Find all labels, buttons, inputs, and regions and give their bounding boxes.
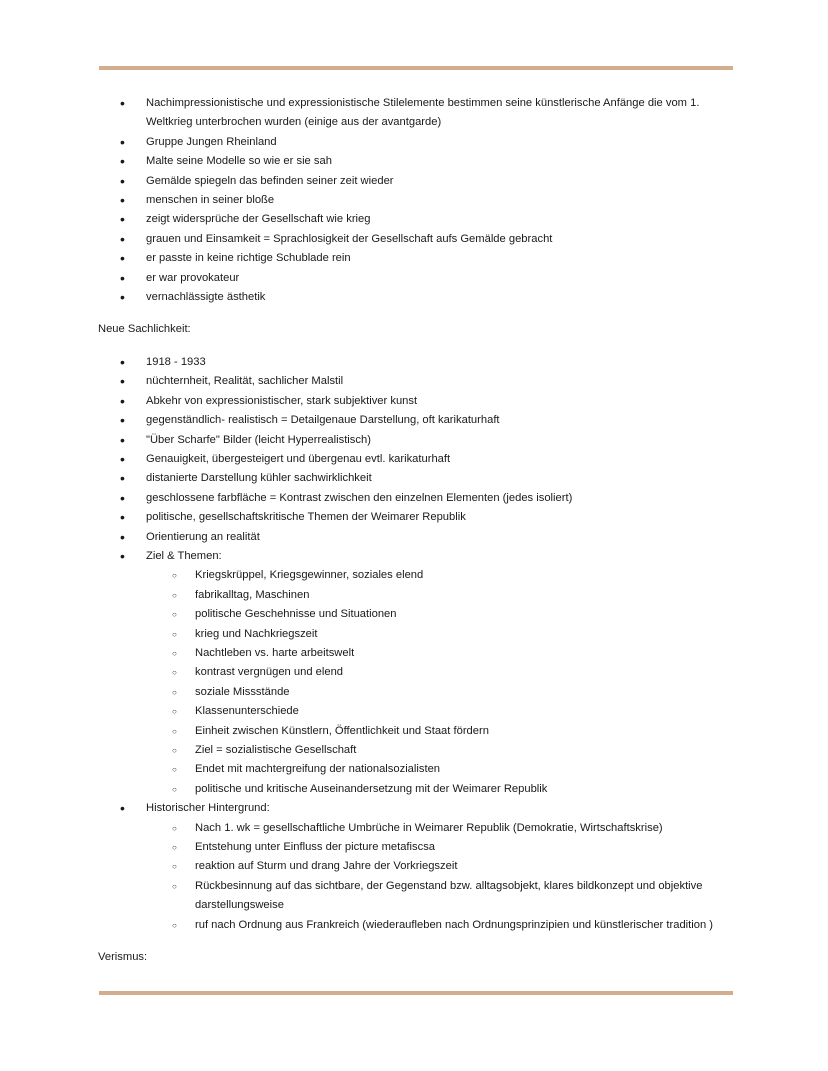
ziel-themen-sublist [146,566,738,799]
sublist-item: ○ Endet mit machtergreifung der nationalsozialisten [146,760,738,779]
list-item: • menschen in seiner bloße [98,191,738,210]
list-item: • Orientierung an realität [98,528,738,547]
sublist-item: ○ fabrikalltag, Maschinen [146,586,738,605]
sublist-item: ○ politische und kritische Auseinandersetzung mit der Weimarer Republik [146,780,738,799]
hintergrund-label: Historischer Hintergrund: [146,802,270,815]
list-item: • grauen und Einsamkeit = Sprachlosigkeit der Gesellschaft aufs Gemälde gebracht [98,230,738,249]
heading-neue-sachlichkeit: Neue Sachlichkeit: [98,323,191,336]
sublist-item: ○ politische Geschehnisse und Situationen [146,605,738,624]
bottom-divider [99,991,733,995]
heading-verismus: Verismus: [98,951,148,964]
list-item: • distanierte Darstellung kühler sachwirklichkeit [98,469,738,488]
list-item: • vernachlässigte ästhetik [98,288,738,307]
list-item: • Genauigkeit, übergesteigert und übergenau evtl. karikaturhaft [98,450,738,469]
sublist-item: ○ Ziel = sozialistische Gesellschaft [146,741,738,760]
sublist-item: ○ Einheit zwischen Künstlern, Öffentlichkeit und Staat fördern [146,722,738,741]
neue-sachlichkeit-list [98,353,738,935]
sublist-item: ○ Rückbesinnung auf das sichtbare, der Gegenstand bzw. alltagsobjekt, klares bildkonzept und objektive darstellungsweise [146,877,738,916]
top-divider [99,66,733,70]
list-item: • politische, gesellschaftskritische Themen der Weimarer Republik [98,508,738,527]
sublist-item: ○ Nach 1. wk = gesellschaftliche Umbrüche in Weimarer Republik (Demokratie, Wirtschaftskrise) [146,819,738,838]
sublist-item: ○ Nachtleben vs. harte arbeitswelt [146,644,738,663]
hintergrund-sublist [146,819,738,935]
list-item: • Gemälde spiegeln das befinden seiner zeit wieder [98,172,738,191]
sublist-item: ○ reaktion auf Sturm und drang Jahre der Vorkriegszeit [146,857,738,876]
sublist-item: ○ Entstehung unter Einfluss der picture metafiscsa [146,838,738,857]
artist-bullet-list [98,94,738,307]
list-item: • nüchternheit, Realität, sachlicher Malstil [98,372,738,391]
sublist-item: ○ Klassenunterschiede [146,702,738,721]
list-item-historischer-hintergrund [98,799,738,935]
list-item-ziel-themen [98,547,738,799]
sublist-item: ○ kontrast vergnügen und elend [146,663,738,682]
list-item: • er war provokateur [98,269,738,288]
list-item: • Nachimpressionistische und expressionistische Stilelemente bestimmen seine künstlerische Anfänge die vom 1. Weltkrieg unterbrochen wurden (einige aus der avantgarde) [98,94,738,133]
sublist-item: ○ krieg und Nachkriegszeit [146,625,738,644]
list-item: • Malte seine Modelle so wie er sie sah [98,152,738,171]
list-item: • "Über Scharfe" Bilder (leicht Hyperrealistisch) [98,431,738,450]
sublist-item: ○ ruf nach Ordnung aus Frankreich (wiederaufleben nach Ordnungsprinzipien und künstlerischer tradition ) [146,916,738,935]
list-item: • gegenständlich- realistisch = Detailgenaue Darstellung, oft karikaturhaft [98,411,738,430]
list-item: • geschlossene farbfläche = Kontrast zwischen den einzelnen Elementen (jedes isoliert) [98,489,738,508]
sublist-item: ○ Kriegskrüppel, Kriegsgewinner, soziales elend [146,566,738,585]
sublist-item: ○ soziale Missstände [146,683,738,702]
list-item: • Gruppe Jungen Rheinland [98,133,738,152]
list-item: • zeigt widersprüche der Gesellschaft wie krieg [98,210,738,229]
list-item: • er passte in keine richtige Schublade rein [98,249,738,268]
ziel-themen-label: Ziel & Themen: [146,549,222,562]
document-body [98,94,738,967]
list-item: • 1918 - 1933 [98,353,738,372]
list-item: • Abkehr von expressionistischer, stark subjektiver kunst [98,392,738,411]
